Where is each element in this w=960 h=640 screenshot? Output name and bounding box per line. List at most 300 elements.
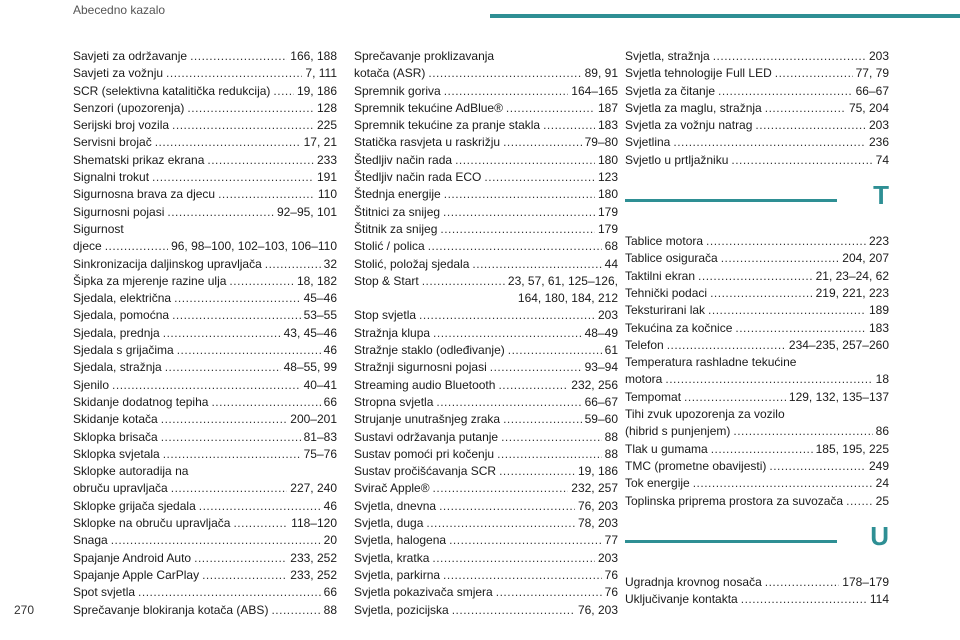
index-entry (73, 325, 337, 342)
index-entry-term: Sklopka brisača (73, 429, 158, 444)
index-entry (354, 83, 618, 100)
index-entry (73, 342, 337, 359)
dot-leader (449, 532, 602, 549)
index-entry (73, 498, 337, 515)
index-entry-pages: 129, 132, 135–137 (788, 389, 889, 404)
dot-leader (211, 394, 320, 411)
index-entry (354, 498, 618, 515)
dot-leader (187, 100, 314, 117)
index-entry-term: Šipka za mjerenje razine ulja (73, 273, 227, 288)
index-entry-row (625, 475, 889, 492)
index-entry (354, 463, 618, 480)
index-entry-pages: 203 (868, 49, 889, 63)
index-entry (354, 100, 618, 117)
index-entry-term: Sklopke grijača sjedala (73, 498, 196, 513)
index-entry-term: Spremnik goriva (354, 83, 441, 98)
dot-leader (138, 584, 321, 601)
index-entry-pages: 179 (597, 221, 618, 236)
section-header-t (625, 177, 889, 229)
index-entry-row (73, 567, 337, 584)
index-entry-pages: 236 (868, 135, 889, 150)
index-entry-row (625, 65, 889, 82)
index-entry-term: Signalni trokut (73, 170, 150, 185)
index-entry-row (73, 48, 337, 65)
index-entry-term: Sklopka svjetala (73, 446, 160, 461)
index-entry-term: Svjetlo u prtljažniku (625, 152, 729, 167)
index-entry-term: Svjetla pokazivača smjera (354, 585, 493, 600)
index-entry-term: Sjedala s grijačima (73, 343, 174, 358)
dot-leader (273, 83, 294, 100)
dot-leader (846, 493, 873, 510)
index-entry (625, 493, 889, 510)
index-entry (354, 238, 618, 255)
dot-leader (433, 480, 569, 497)
dot-leader (698, 268, 813, 285)
dot-leader (543, 117, 595, 134)
index-entry (354, 273, 618, 308)
index-entry-pages: 118–120 (291, 516, 337, 531)
index-entry (73, 65, 337, 82)
index-entry-pages: 40–41 (303, 377, 337, 392)
index-entry-term: Štedljiv način rada ECO (354, 170, 482, 185)
index-entry-pages: 203 (868, 118, 889, 133)
index-entry-pages: 92–95, 101 (276, 204, 337, 219)
dot-leader (202, 567, 287, 584)
index-entry-pages: 232, 256 (571, 377, 618, 392)
index-entry-term: Svjetla tehnologije Full LED (625, 66, 772, 81)
index-entry (73, 256, 337, 273)
dot-leader (741, 591, 867, 608)
index-entry-row (354, 134, 618, 151)
index-entry (354, 480, 618, 497)
dot-leader (422, 273, 505, 290)
dot-leader (775, 65, 853, 82)
index-entry-pages: 59–60 (584, 412, 618, 427)
index-entry-pages: 18 (875, 372, 889, 387)
index-entry-pages: 233, 252 (290, 567, 337, 582)
dot-leader (218, 186, 315, 203)
index-entry (625, 406, 889, 441)
index-group-s-continued (625, 48, 889, 169)
index-entry-term: Svjetla, duga (354, 516, 424, 531)
dot-leader (503, 134, 582, 151)
dot-leader (233, 515, 288, 532)
index-entry-pages: 203 (597, 308, 618, 323)
index-entry-term: Svjetla, kratka (354, 550, 430, 565)
index-entry-term: Sjedala, prednja (73, 325, 160, 340)
index-entry-row (625, 117, 889, 134)
index-entry (625, 285, 889, 302)
index-group-t (625, 233, 889, 510)
index-entry-row (73, 186, 337, 203)
index-entry (73, 411, 337, 428)
dot-leader (172, 117, 314, 134)
dot-leader (152, 169, 314, 186)
index-entry-row (625, 134, 889, 151)
index-entry-pages: 187 (597, 100, 618, 115)
index-column-1 (73, 48, 337, 619)
index-entry-row (354, 359, 618, 376)
index-entry-term: Stolić / polica (354, 239, 425, 254)
index-entry-row (73, 204, 337, 221)
index-entry-term: Stolić, položaj sjedala (354, 256, 470, 271)
index-entry (625, 574, 889, 591)
index-entry-row (354, 325, 618, 342)
dot-leader (161, 429, 301, 446)
index-entry-pages: 75, 204 (848, 100, 889, 115)
dot-leader (443, 567, 602, 584)
dot-leader (496, 584, 602, 601)
index-entry-row (625, 493, 889, 510)
index-entry-row (625, 233, 889, 250)
index-entry-row (73, 377, 337, 394)
index-entry-term-line: Tihi zvuk upozorenja za vozilo (625, 407, 785, 422)
dot-leader (174, 290, 301, 307)
index-entry-term: Snaga (73, 533, 108, 548)
dot-leader (271, 602, 320, 619)
index-entry (625, 475, 889, 492)
index-entry (354, 221, 618, 238)
index-entry (354, 602, 618, 619)
dot-leader (428, 65, 581, 82)
index-entry (73, 152, 337, 169)
index-entry-term: Sinkronizacija daljinskog upravljača (73, 256, 262, 271)
index-entry-row (354, 238, 618, 255)
dot-leader (693, 475, 873, 492)
index-entry-pages: 45–46 (303, 291, 337, 306)
index-entry-row (354, 429, 618, 446)
index-entry (625, 250, 889, 267)
index-entry (73, 100, 337, 117)
dot-leader (755, 117, 866, 134)
index-entry (625, 117, 889, 134)
dot-leader (708, 302, 866, 319)
index-entry (625, 354, 889, 389)
dot-leader (265, 256, 321, 273)
index-entry-pages: 96, 98–100, 102–103, 106–110 (171, 239, 337, 254)
index-entry-pages: 20 (323, 533, 337, 548)
index-entry-pages: 24 (875, 476, 889, 491)
index-entry-pages: 88 (323, 602, 337, 617)
index-entry (625, 48, 889, 65)
index-entry (73, 290, 337, 307)
dot-leader (440, 221, 595, 238)
index-entry-term: Svirač Apple® (354, 481, 430, 496)
dot-leader (171, 480, 288, 497)
index-entry (625, 458, 889, 475)
index-entry (625, 83, 889, 100)
index-entry-term: Savjeti za vožnju (73, 66, 164, 81)
index-entry-term: Skidanje kotača (73, 412, 158, 427)
index-entry (354, 446, 618, 463)
index-entry-term: Svjetla, dnevna (354, 498, 437, 513)
dot-leader (765, 574, 840, 591)
index-entry-pages: 183 (597, 118, 618, 133)
index-entry-row (354, 446, 618, 463)
index-entry-term: Sigurnosni pojasi (73, 204, 165, 219)
index-entry-term: Tehnički podaci (625, 285, 708, 300)
index-entry-row (354, 186, 618, 203)
index-entry-pages: 249 (868, 458, 889, 473)
index-entry (73, 584, 337, 601)
index-entry-row (354, 411, 618, 428)
index-entry (73, 134, 337, 151)
dot-leader (706, 233, 866, 250)
dot-leader (484, 169, 595, 186)
index-entry-pages: 164–165 (571, 83, 618, 98)
dot-leader (419, 307, 595, 324)
index-entry-term: Tablice motora (625, 234, 704, 249)
index-entry-row (354, 117, 618, 134)
index-entry-term-line: Sklopke autoradija na (73, 464, 189, 479)
index-entry-row (73, 550, 337, 567)
index-entry-row (73, 515, 337, 532)
index-entry-pages: 66 (323, 585, 337, 600)
index-entry-row (354, 256, 618, 273)
index-entry-pages: 232, 257 (571, 481, 618, 496)
dot-leader (229, 273, 294, 290)
index-entry-term-line: Temperatura rashladne tekućine (625, 355, 797, 370)
index-entry-term: Sklopke na obruču upravljača (73, 516, 231, 531)
index-entry-pages: 23, 57, 61, 125–126, (507, 273, 618, 288)
dot-leader (194, 550, 287, 567)
index-entry-row (354, 377, 618, 394)
index-entry-pages: 21, 23–24, 62 (815, 268, 889, 283)
index-entry-term: Svjetla za vožnju natrag (625, 118, 753, 133)
index-entry-term: Sustav pročišćavanja SCR (354, 464, 497, 479)
index-entry-pages: 66–67 (855, 83, 889, 98)
index-entry-pages: 166, 188 (290, 49, 337, 63)
dot-leader (455, 152, 595, 169)
index-entry-term: Sjedala, pomoćna (73, 308, 170, 323)
index-entry-pages: 200–201 (290, 412, 337, 427)
index-entry-pages: 180 (597, 187, 618, 202)
index-entry-term: kotača (ASR) (354, 66, 426, 81)
index-entry-term: Serijski broj vozila (73, 118, 170, 133)
dot-leader (443, 204, 595, 221)
index-entry-row (354, 602, 618, 619)
index-entry-row (625, 302, 889, 319)
index-entry (625, 591, 889, 608)
index-entry-term: Taktilni ekran (625, 268, 696, 283)
dot-leader (432, 550, 595, 567)
index-entry-pages: 225 (316, 118, 337, 133)
dot-leader (472, 256, 601, 273)
index-entry-row (354, 221, 618, 238)
index-entry-pages: 86 (875, 424, 889, 439)
index-entry-term: Tok energije (625, 476, 690, 491)
index-entry-pages: 25 (875, 493, 889, 508)
index-entry (354, 567, 618, 584)
index-entry-pages: 88 (604, 446, 618, 461)
index-entry-term: Štednja energije (354, 187, 441, 202)
index-entry (354, 48, 618, 83)
dot-leader (190, 48, 287, 65)
index-entry-term: SCR (selektivna katalitička redukcija) (73, 83, 271, 98)
index-entry-pages: 44 (604, 256, 618, 271)
dot-leader (452, 602, 575, 619)
index-entry-pages: 219, 221, 223 (815, 285, 889, 300)
index-entry-row (625, 152, 889, 169)
index-entry-row (73, 480, 337, 497)
index-entry-term: obruču upravljača (73, 481, 168, 496)
index-entry-row (625, 285, 889, 302)
index-entry-term: TMC (prometne obavijesti) (625, 458, 767, 473)
index-entry-term: Shematski prikaz ekrana (73, 152, 205, 167)
index-entry-pages: 75–76 (303, 446, 337, 461)
index-entry-term: Štitnici za snijeg (354, 204, 441, 219)
index-entry-pages: 66 (323, 394, 337, 409)
index-entry (354, 394, 618, 411)
index-entry (73, 204, 337, 221)
index-entry-pages: 223 (868, 234, 889, 249)
index-entry (354, 411, 618, 428)
section-letter: T (873, 180, 889, 211)
index-column-3 (625, 48, 889, 608)
index-entry (625, 441, 889, 458)
index-entry (625, 302, 889, 319)
index-entry-row (625, 423, 889, 440)
page-number: 270 (14, 603, 35, 617)
index-group-u (625, 574, 889, 609)
index-entry (354, 359, 618, 376)
index-entry-pages: 18, 182 (296, 273, 337, 288)
index-entry-term: motora (625, 372, 663, 387)
dot-leader (506, 100, 595, 117)
dot-leader (207, 152, 314, 169)
dot-leader (497, 446, 602, 463)
index-entry-term: Štitnik za snijeg (354, 221, 438, 236)
index-entry (625, 100, 889, 117)
dot-leader (765, 100, 846, 117)
dot-leader (166, 65, 302, 82)
index-entry-term: Svjetlina (625, 135, 671, 150)
index-entry-pages: 74 (875, 152, 889, 167)
index-entry-pages: 76, 203 (577, 602, 618, 617)
index-entry-term: Tablice osigurača (625, 251, 718, 266)
index-entry-pages: 185, 195, 225 (815, 441, 889, 456)
index-entry-term: Svjetla, stražnja (625, 49, 710, 63)
index-entry-row (354, 515, 618, 532)
dot-leader (667, 337, 786, 354)
index-entry-row (625, 389, 889, 406)
dot-leader (112, 377, 301, 394)
index-entry-term: Senzori (upozorenja) (73, 100, 185, 115)
index-entry-pages: 76 (604, 567, 618, 582)
index-entry-term: Sjedala, električna (73, 291, 172, 306)
index-entry-pages: 19, 186 (577, 464, 618, 479)
index-entry (73, 429, 337, 446)
index-entry (625, 233, 889, 250)
index-entry-row (354, 83, 618, 100)
dot-leader (444, 83, 569, 100)
index-entry-term: Strujanje unutrašnjeg zraka (354, 412, 501, 427)
index-entry-row (73, 169, 337, 186)
index-column-2 (354, 48, 618, 619)
index-entry-term: Svjetla, parkirna (354, 567, 441, 582)
index-entry-pages: 46 (323, 498, 337, 513)
index-entry-row (625, 83, 889, 100)
index-entry-term: Sigurnosna brava za djecu (73, 187, 216, 202)
index-entry-row (354, 532, 618, 549)
index-entry (73, 550, 337, 567)
index-entry (354, 117, 618, 134)
index-entry (354, 342, 618, 359)
section-divider (625, 199, 837, 202)
index-entry-row (625, 250, 889, 267)
index-entry-pages: 77 (604, 533, 618, 548)
index-entry (354, 134, 618, 151)
index-entry (73, 515, 337, 532)
index-entry-pages: 234–235, 257–260 (788, 337, 889, 352)
index-entry (625, 268, 889, 285)
index-entry-pages: 178–179 (842, 574, 889, 589)
index-entry-pages: 183 (868, 320, 889, 335)
index-entry (354, 325, 618, 342)
index-entry-term: Telefon (625, 337, 664, 352)
index-entry-term: Toplinska priprema prostora za suvozača (625, 493, 844, 508)
index-entry-row (354, 100, 618, 117)
dot-leader (111, 532, 321, 549)
dot-leader (769, 458, 866, 475)
index-entry-term: Skidanje dodatnog tepiha (73, 394, 209, 409)
dot-leader (731, 152, 872, 169)
index-entry-row (625, 268, 889, 285)
index-entry-row (73, 325, 337, 342)
dot-leader (684, 389, 786, 406)
index-entry-row (73, 446, 337, 463)
dot-leader (501, 429, 602, 446)
dot-leader (503, 411, 582, 428)
index-entry-term: Statička rasvjeta u raskrižju (354, 135, 501, 150)
index-entry-row (354, 204, 618, 221)
dot-leader (498, 377, 568, 394)
index-entry-pages: 17, 21 (303, 135, 337, 150)
dot-leader (167, 204, 274, 221)
index-entry-row (73, 584, 337, 601)
index-entry (625, 65, 889, 82)
index-entry-term: (hibrid s punjenjem) (625, 424, 731, 439)
index-entry-term: Sjenilo (73, 377, 110, 392)
index-entry-term: Sjedala, stražnja (73, 360, 162, 375)
index-entry-row (354, 169, 618, 186)
index-entry-term: Stropna svjetla (354, 394, 434, 409)
index-entry-term: Stražnji sigurnosni pojasi (354, 360, 487, 375)
index-entry-term: Stražnje staklo (odleđivanje) (354, 343, 505, 358)
index-entry-row (73, 117, 337, 134)
index-entry-pages: 189 (868, 303, 889, 318)
dot-leader (172, 307, 301, 324)
index-entry-row (625, 320, 889, 337)
index-entry-pages: 48–49 (584, 325, 618, 340)
index-entry-term: Svjetla za maglu, stražnja (625, 100, 762, 115)
index-entry (625, 134, 889, 151)
index-entry-pages: 76 (604, 585, 618, 600)
index-entry (625, 320, 889, 337)
index-entry (354, 152, 618, 169)
index-entry (354, 377, 618, 394)
index-entry-term: Stop svjetla (354, 308, 417, 323)
index-entry-term: Servisni brojač (73, 135, 152, 150)
index-entry-term: Spajanje Android Auto (73, 550, 192, 565)
index-entry-pages: 123 (597, 170, 618, 185)
index-entry-row (354, 152, 618, 169)
dot-leader (735, 320, 866, 337)
index-entry-pages: 48–55, 99 (283, 360, 337, 375)
index-entry-pages: 179 (597, 204, 618, 219)
index-entry-row (625, 591, 889, 608)
index-entry-row (354, 394, 618, 411)
